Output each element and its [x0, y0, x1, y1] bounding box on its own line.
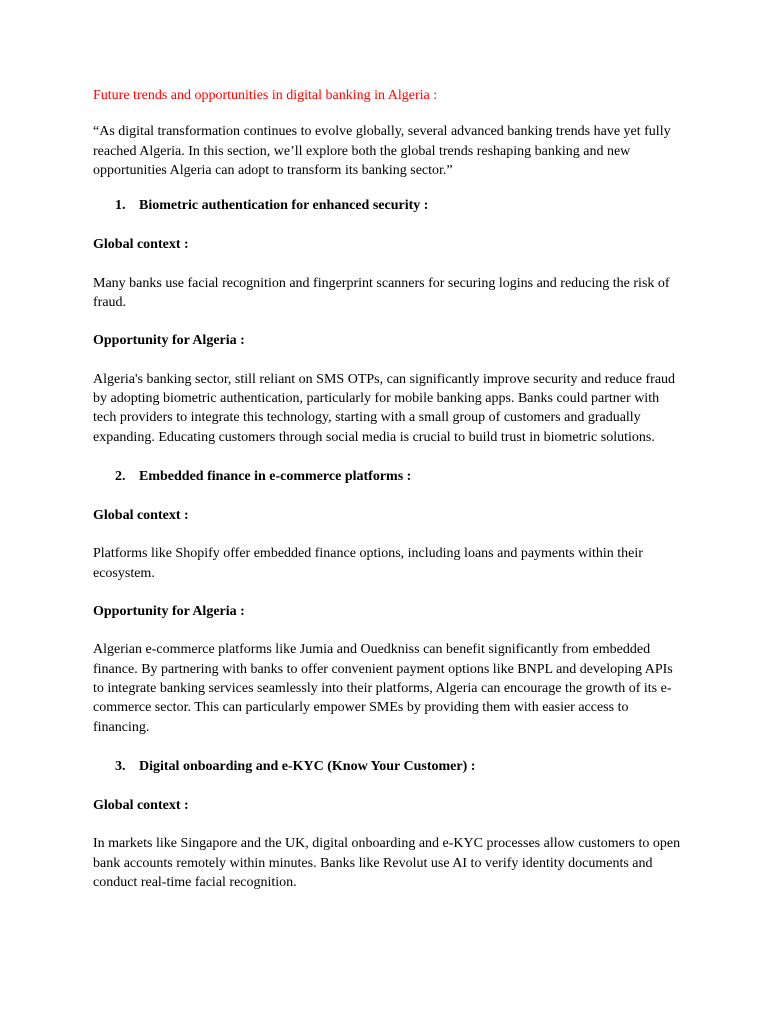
section-heading [93, 757, 683, 776]
section-heading [93, 196, 683, 215]
section-number: 1. [115, 198, 126, 214]
document-page [93, 86, 683, 911]
global-context-label: Global context : [93, 798, 189, 814]
global-context-text: Platforms like Shopify offer embedded finance options, including loans and payments within their ecosystem. [93, 546, 643, 581]
global-context-label: Global context : [93, 508, 189, 524]
section-number: 2. [115, 468, 126, 484]
opportunity-label: Opportunity for Algeria : [93, 333, 245, 349]
section-heading [93, 467, 683, 486]
section-number: 3. [115, 758, 126, 774]
global-context-text: Many banks use facial recognition and fingerprint scanners for securing logins and reducing the risk of fraud. [93, 275, 670, 311]
intro-paragraph: “As digital transformation continues to evolve globally, several advanced banking trends have yet fully reached Algeria. In this section, we’ll explore both the global trends reshaping banking and new opportunities Algeria can adopt to transform its banking sector.” [93, 124, 671, 178]
opportunity-label: Opportunity for Algeria : [93, 604, 245, 620]
section-heading-text: Digital onboarding and e-KYC (Know Your Customer) : [139, 758, 476, 774]
section-heading-text: Biometric authentication for enhanced security : [139, 198, 429, 214]
global-context-label: Global context : [93, 237, 189, 253]
global-context-text: In markets like Singapore and the UK, digital onboarding and e-KYC processes allow customers to open bank accounts remotely within minutes. Banks like Revolut use AI to verify identity documents and conduct real-time facial recognition. [93, 836, 681, 891]
opportunity-text: Algerian e-commerce platforms like Jumia and Ouedkniss can benefit significantly from embedded finance. By partnering with banks to offer convenient payment options like BNPL and developing APIs to integrate banking services seamlessly into their platforms, Algeria can encourage the growth of its e-commerce sector. This can particularly empower SMEs by providing them with easier access to financing. [93, 642, 673, 735]
document-title: Future trends and opportunities in digital banking in Algeria : [93, 88, 438, 103]
section-heading-text: Embedded finance in e-commerce platforms : [139, 468, 412, 484]
opportunity-text: Algeria's banking sector, still reliant on SMS OTPs, can significantly improve security and reduce fraud by adopting biometric authentication, particularly for mobile banking apps. Banks could partner with tech providers to integrate this technology, starting with a small group of customers and gradually expanding. Educating customers through social media is crucial to build trust in biometric solutions. [93, 371, 676, 445]
